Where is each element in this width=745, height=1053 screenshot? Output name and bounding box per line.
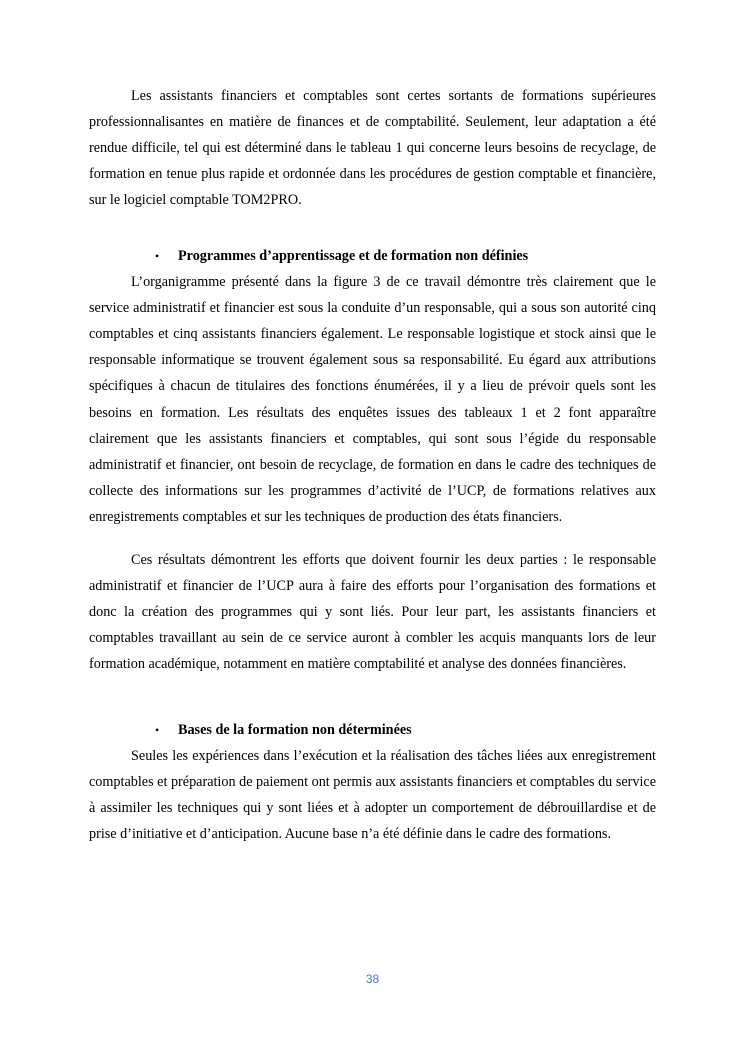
- bullet-icon: •: [155, 723, 160, 737]
- section-heading-text: Bases de la formation non déterminées: [178, 722, 412, 738]
- section-paragraph: Ces résultats démontrent les efforts que doivent fournir les deux parties : le responsable administratif et financier de l’UCP aura à faire des efforts pour l’organisation des formations et donc la création des programmes qui y sont liés. Pour leur part, les assistants financiers et comptables travaillant au sein de ce service auront à combler les acquis manquants lors de leur formation académique, notamment en matière comptabilité et analyse des données financières.: [89, 552, 656, 673]
- section-heading-programmes: [89, 243, 656, 269]
- intro-block: [89, 83, 656, 213]
- section-heading-text: Programmes d’apprentissage et de formation non définies: [178, 248, 529, 264]
- section-programmes: [89, 232, 656, 678]
- intro-paragraph: Les assistants financiers et comptables sont certes sortants de formations supérieures professionnalisantes en matière de finances et de comptabilité. Seulement, leur adaptation a été rendue difficile, tel qui est déterminé dans le tableau 1 qui concerne leurs besoins de recyclage, de formation en tenue plus rapide et ordonnée dans les procédures de gestion comptable et financière, sur le logiciel comptable TOM2PRO.: [89, 88, 656, 209]
- bullet-icon: •: [155, 249, 160, 263]
- section-paragraph: Seules les expériences dans l’exécution et la réalisation des tâches liées aux enregistrement comptables et préparation de paiement ont permis aux assistants financiers et comptables du service à assimiler les techniques qui y sont liées et à adopter un comportement de débrouillardise et de prise d’initiative et d’anticipation. Aucune base n’a été définie dans le cadre des formations.: [89, 748, 656, 843]
- section-paragraph: L’organigramme présenté dans la figure 3 de ce travail démontre très clairement que le service administratif et financier est sous la conduite d’un responsable, qui a sous son autorité cinq comptables et cinq assistants financiers également. Le responsable logistique et stock ainsi que le responsable informatique se trouvent également sous sa responsabilité. Eu égard aux attributions spécifiques à chacun de titulaires des fonctions énumérées, il y a lieu de prévoir quels sont les besoins en formation. Les résultats des enquêtes issues des tableaux 1 et 2 font apparaître clairement que les assistants financiers et comptables, qui sont sous l’égide du responsable administratif et financier, ont besoin de recyclage, de formation en dans le cadre des techniques de collecte des informations sur les programmes d’activité de l’UCP, de formations relatives aux enregistrements comptables et sur les techniques de production des états financiers.: [89, 274, 656, 525]
- section-bases: [89, 706, 656, 847]
- page-number: 38: [365, 972, 380, 986]
- section-heading-bases: [89, 717, 656, 743]
